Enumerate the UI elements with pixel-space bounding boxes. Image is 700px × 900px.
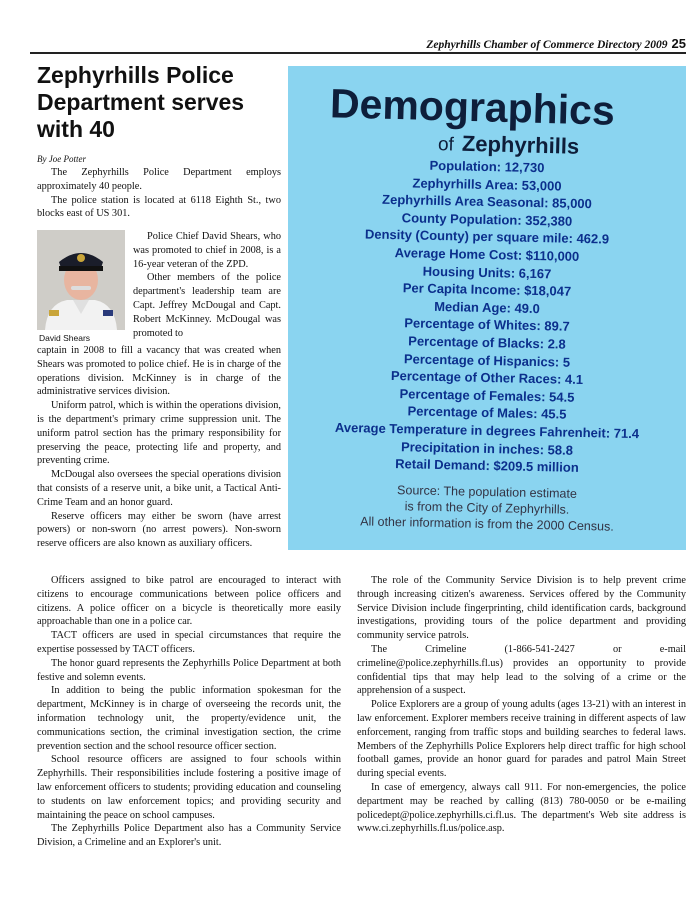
- paragraph: Police Chief David Shears, who was promoted to chief in 2008, is a 16-year veteran of the ZPD.: [133, 231, 281, 270]
- stat-item: Percentage of Whites: 89.7: [404, 315, 570, 335]
- page-number: 25: [671, 36, 686, 51]
- stat-item: Percentage of Blacks: 2.8: [408, 333, 566, 352]
- paragraph: The role of the Community Service Division is to help prevent crime through increasing citizen's awareness. Services offered by the Community Service Division include fingerprinting, child identification cards, background investigations, providing tours of the police department and providing community service patrols.: [357, 575, 686, 642]
- below-photo-text: [37, 344, 281, 551]
- source-line: All other information is from the 2000 Census.: [360, 514, 614, 534]
- beside-photo-text: [133, 230, 281, 340]
- chief-photo: [37, 230, 125, 330]
- source-line: is from the City of Zephyrhills.: [404, 499, 570, 517]
- police-officer-portrait-image: [37, 230, 125, 330]
- stat-item: Average Temperature in degrees Fahrenheit: 71.4: [334, 419, 640, 442]
- article-headline: Zephyrhills Police Department serves with 40: [37, 62, 245, 142]
- demographics-place: Zephyrhills: [461, 130, 580, 159]
- stat-item: Percentage of Hispanics: 5: [403, 350, 571, 370]
- demographics-stats: [288, 158, 686, 475]
- demographics-box: [288, 66, 686, 550]
- demographics-source: [288, 484, 686, 532]
- paragraph: In addition to being the public information spokesman for the department, McKinney is in charge of overseeing the records unit, the information technology unit, the property/evidence unit, the communications section, the criminal investigation section, the crime prevention section and the school resource officer section.: [37, 685, 341, 752]
- stat-item: Percentage of Males: 45.5: [407, 403, 567, 422]
- paragraph: captain in 2008 to fill a vacancy that was created when Shears was promoted to police chief. He is in charge of the operations division. McKinney is in charge of the administrative services division.: [37, 345, 281, 398]
- stat-item: Density (County) per square mile: 462.9: [364, 226, 610, 247]
- header-rule: [30, 52, 686, 54]
- paragraph: Police Explorers are a group of young adults (ages 13-21) with an interest in law enforcement. Explorer members receive training in different aspects of law enforcement, ranging from traffic stops and building searches to federal laws. Members of the Zephyrhills Police Explorers help direct traffic for high school football games, provide an honor guard for parades and patrol Main Street during special events.: [357, 699, 686, 780]
- paragraph: Reserve officers may either be sworn (have arrest powers) or non-sworn (no arrest powers). Non-sworn reserve officers are also known as auxiliary officers.: [37, 510, 281, 550]
- paragraph: In case of emergency, always call 911. For non-emergencies, the police department may be reached by calling (813) 780-0050 or be e-mailing policedept@police.zephyrhills.ci.fl.us. The department's Web site address is www.ci.zephyrhills.fl.us/police.asp.: [357, 781, 686, 835]
- right-bottom-column: [357, 574, 686, 836]
- stat-item: Retail Demand: $209.5 million: [395, 456, 579, 476]
- stat-item: County Population: 352,380: [401, 209, 573, 229]
- paragraph: The police station is located at 6118 Eighth St., two blocks east of US 301.: [37, 194, 281, 220]
- byline: By Joe Potter: [37, 154, 86, 164]
- stat-item: Median Age: 49.0: [434, 298, 541, 316]
- stat-item: Zephyrhills Area Seasonal: 85,000: [381, 191, 593, 212]
- paragraph: Uniform patrol, which is within the operations division, is the department's primary crime suppression unit. The uniform patrol section has the primary responsibility for preserving the peace, protecting life and property, and preventing crime.: [37, 400, 281, 467]
- paragraph: Other members of the police department's leadership team are Capt. Jeffrey McDougal and Capt. Robert McKinney. McDougal was promoted to: [133, 272, 281, 339]
- stat-item: Percentage of Other Races: 4.1: [390, 368, 584, 388]
- stat-item: Population: 12,730: [429, 157, 545, 176]
- intro-text: [37, 166, 281, 221]
- stat-item: Precipitation in inches: 58.8: [400, 438, 574, 458]
- stat-item: Average Home Cost: $110,000: [394, 245, 580, 264]
- demographics-title: Demographics: [329, 80, 616, 134]
- photo-caption: David Shears: [39, 333, 91, 343]
- paragraph: The Crimeline (1-866-541-2427 or e-mail crimeline@police.zephyrhills.fl.us) provides an opportunity to provide confidential tips that may help lead to the solving of a crime or the apprehension of a suspect.: [357, 643, 686, 697]
- paragraph: TACT officers are used in special circumstances that require the expertise possessed by TACT officers.: [37, 630, 341, 655]
- left-bottom-column: [37, 574, 341, 850]
- stat-item: Percentage of Females: 54.5: [399, 385, 575, 405]
- source-line: Source: The population estimate: [396, 483, 578, 501]
- paragraph: Officers assigned to bike patrol are encouraged to interact with citizens to encourage communications between police officers and citizens. A police officer on a bicycle is theoretically more easily approachable than one in a police car.: [37, 575, 341, 628]
- stat-item: Per Capita Income: $18,047: [402, 280, 572, 299]
- stat-item: Zephyrhills Area: 53,000: [412, 175, 562, 194]
- paragraph: School resource officers are assigned to four schools within Zephyrhills. Their responsibilities include fostering a positive image of law enforcement officers to students; providing education and counseling to students on law enforcement topics; and providing security and maintaining the peace on school campuses.: [37, 754, 341, 821]
- demographics-subtitle: of Zephyrhills: [437, 130, 580, 159]
- paragraph: The Zephyrhills Police Department also has a Community Service Division, a Crimeline and an Explorer's unit.: [37, 823, 341, 849]
- stat-item: Housing Units: 6,167: [422, 263, 552, 281]
- paragraph: The Zephyrhills Police Department employs approximately 40 people.: [37, 167, 281, 192]
- paragraph: McDougal also oversees the special operations division that consists of a reserve unit, a bike unit, a Tactical Anti-Crime Team and an honor guard.: [37, 469, 281, 508]
- publication-title: Zephyrhills Chamber of Commerce Directory 2009: [426, 39, 668, 51]
- page-header: [404, 36, 686, 51]
- paragraph: The honor guard represents the Zephyrhills Police Department at both festive and solemn events.: [37, 657, 341, 683]
